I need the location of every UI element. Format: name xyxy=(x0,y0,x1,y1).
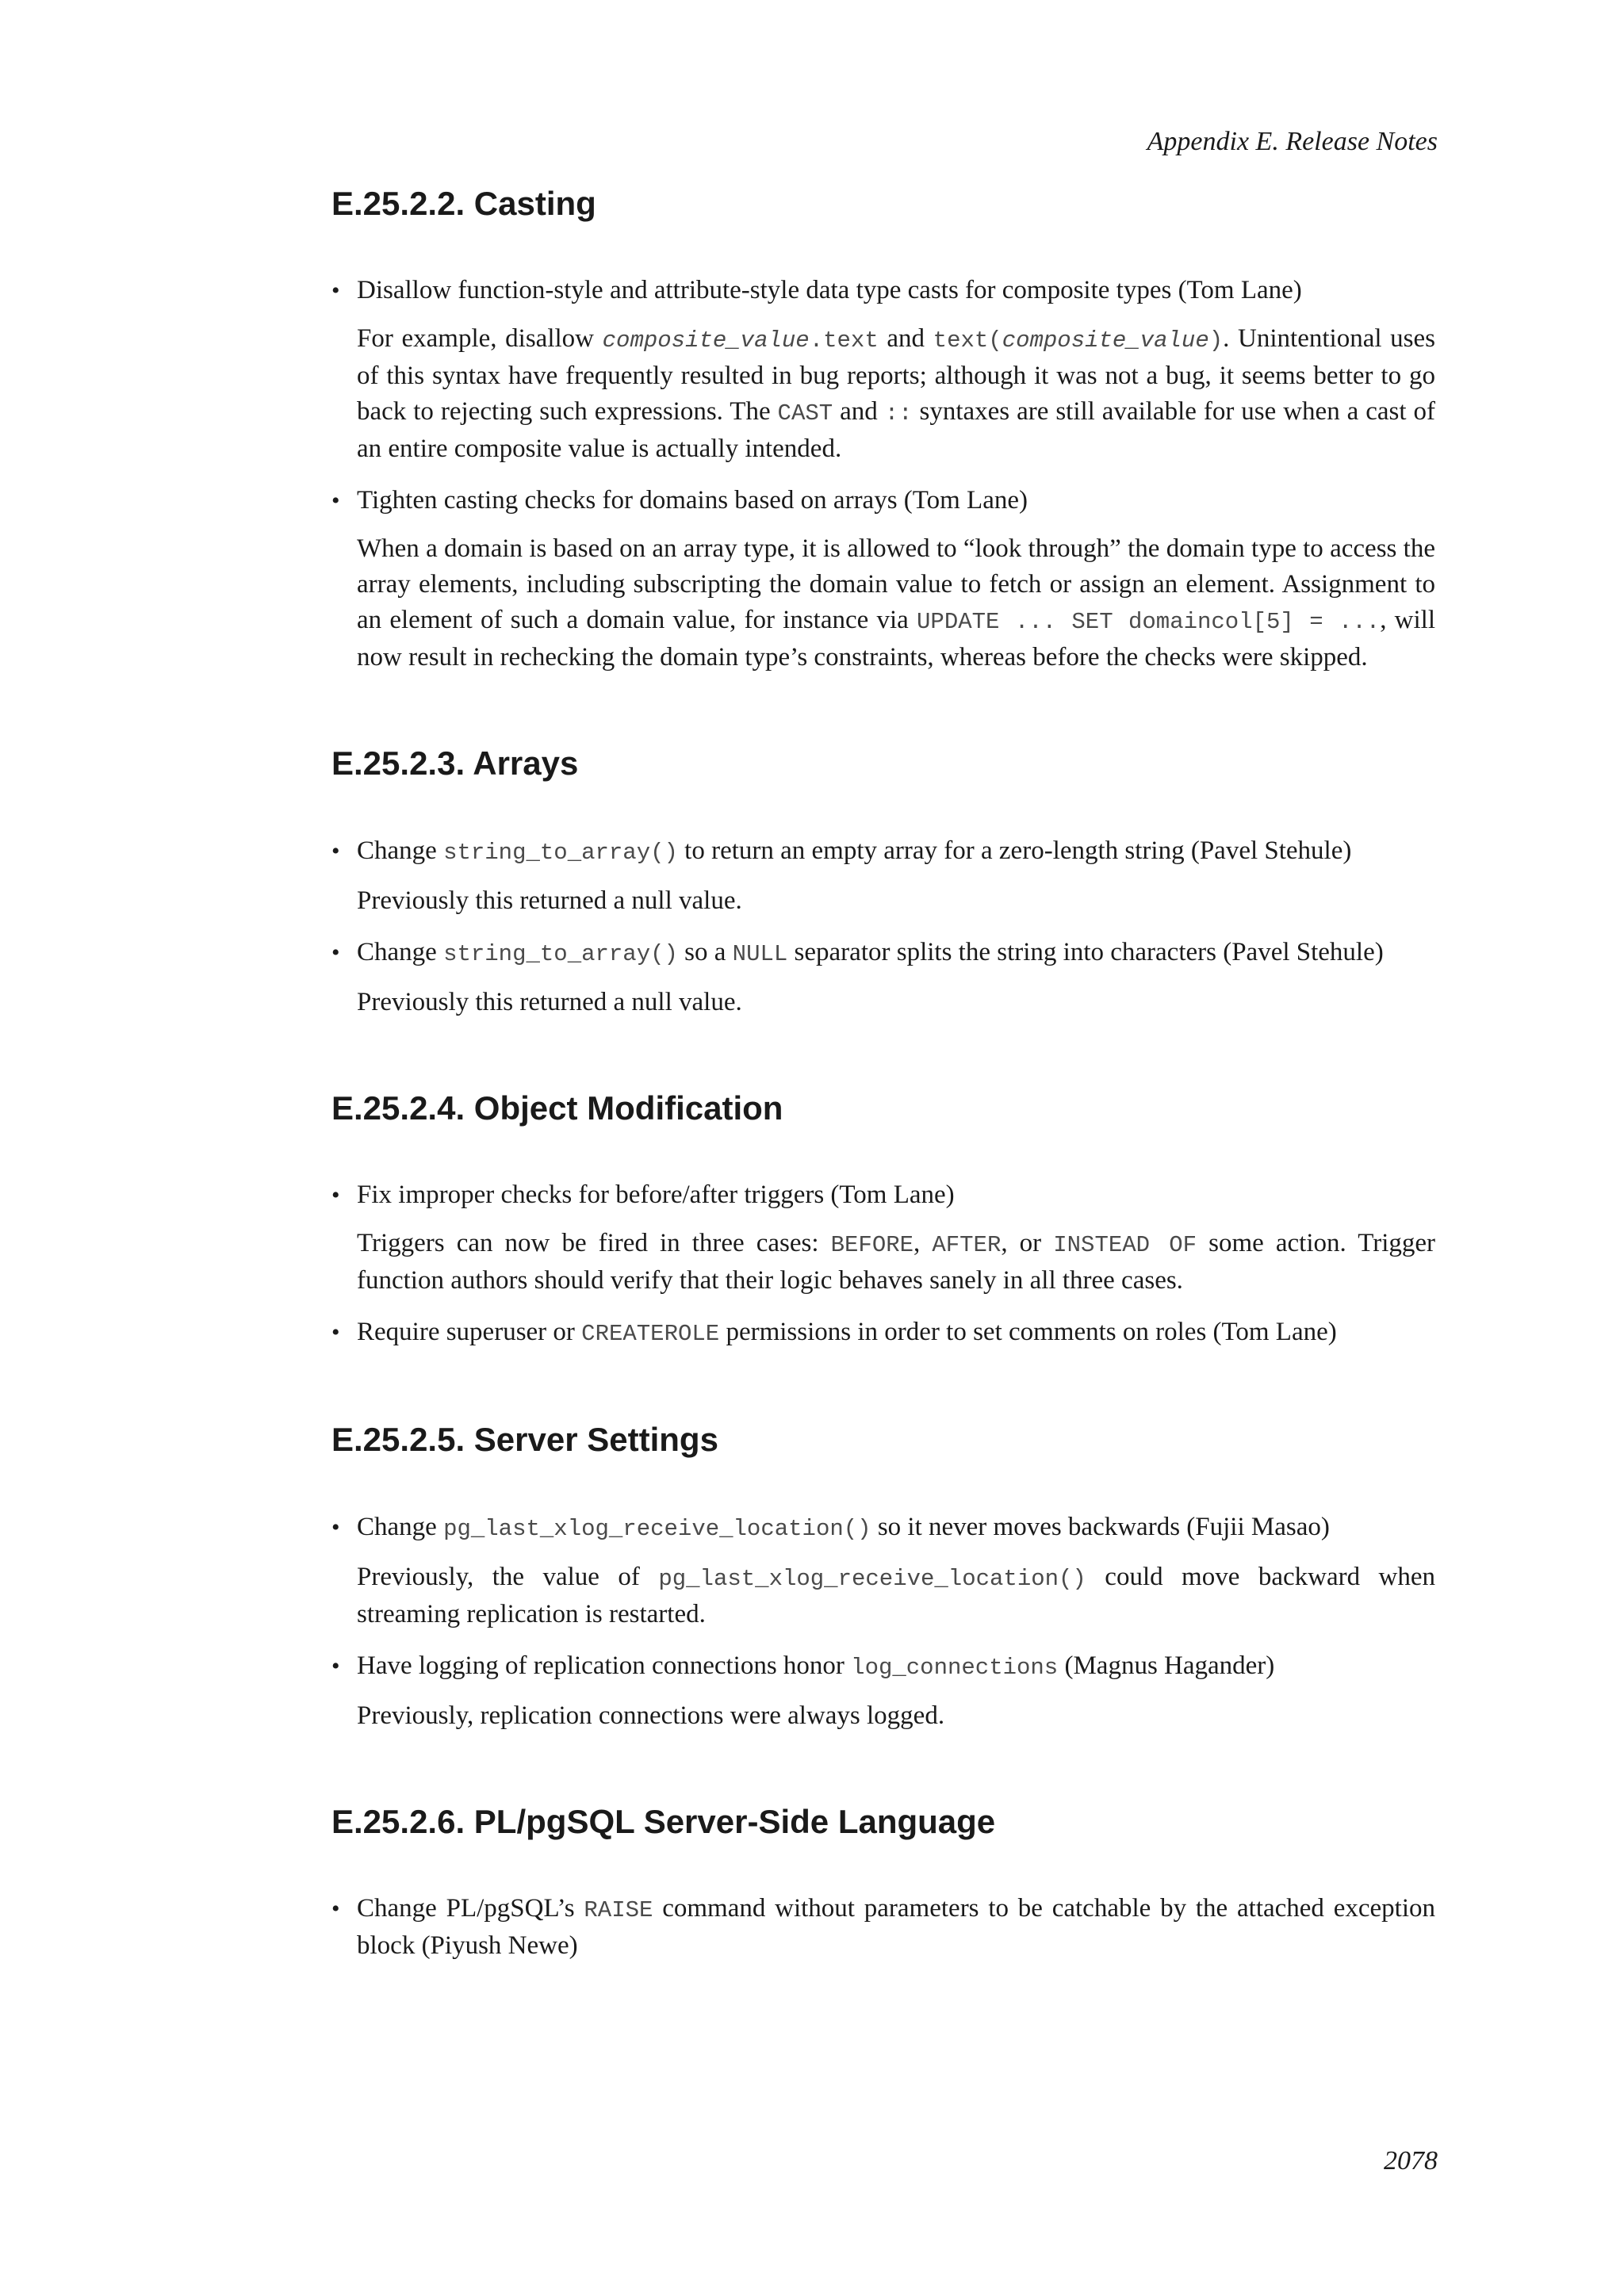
item-body: Triggers can now be fired in three cases: BEFORE, AFTER, or INSTEAD OF some action. Trigger function authors should verify that their logic behaves sanely in all three cases. xyxy=(357,1229,1435,1295)
item-title: Change string_to_array() to return an empty array for a zero-length string (Pavel Stehule) xyxy=(357,836,1352,866)
code-literal: NULL xyxy=(732,940,788,967)
item-body: When a domain is based on an array type, it is allowed to “look through” the domain type to access the array elements, including subscripting the domain value to fetch or assign an element. Assignment to an element of such a domain value, for instance via UPDATE ... SET domaincol[5] = ..., will now result in rechecking the domain type’s constraints, whereas before the checks were skipped. xyxy=(357,534,1435,672)
section-heading: E.25.2.3. Arrays xyxy=(331,744,579,783)
list-item xyxy=(331,1177,1435,1299)
section-server-settings xyxy=(331,1420,1435,1733)
bullet-icon: • xyxy=(331,1652,340,1679)
item-title: Change pg_last_xlog_receive_location() so it never moves backwards (Fujii Masao) xyxy=(357,1512,1330,1542)
bullet-icon: • xyxy=(331,277,340,304)
code-literal: RAISE xyxy=(584,1896,653,1923)
page-content xyxy=(331,184,1435,2032)
list-item xyxy=(331,273,1435,467)
code-literal: composite_value xyxy=(602,327,810,354)
item-body: Previously, the value of pg_last_xlog_receive_location() could move backward when streaming replication is restarted. xyxy=(357,1562,1436,1628)
code-literal: UPDATE ... SET domaincol[5] = ... xyxy=(917,609,1381,636)
code-literal: ) xyxy=(1208,327,1224,354)
section-heading: E.25.2.4. Object Modification xyxy=(331,1089,783,1127)
code-literal: composite_value xyxy=(1002,327,1209,354)
code-literal: string_to_array() xyxy=(443,940,678,967)
list-item xyxy=(331,1314,1435,1352)
item-title: Disallow function-style and attribute-style data type casts for composite types (Tom Lane) xyxy=(357,276,1302,305)
list-item xyxy=(331,833,1435,919)
item-title: Tighten casting checks for domains based on arrays (Tom Lane) xyxy=(357,486,1028,515)
list-item xyxy=(331,1891,1435,1964)
item-title: Have logging of replication connections honor log_connections (Magnus Hagander) xyxy=(357,1651,1275,1681)
bullet-icon: • xyxy=(331,837,340,864)
code-literal: pg_last_xlog_receive_location() xyxy=(658,1565,1086,1592)
list-item xyxy=(331,1648,1435,1734)
list-item xyxy=(331,1510,1435,1632)
item-body: Previously, replication connections were always logged. xyxy=(357,1701,945,1730)
bullet-icon: • xyxy=(331,1182,340,1209)
list-item xyxy=(331,935,1435,1020)
item-body: Previously this returned a null value. xyxy=(357,987,742,1016)
bullet-icon: • xyxy=(331,1895,340,1922)
section-casting xyxy=(331,184,1435,675)
bullet-icon: • xyxy=(331,1513,340,1540)
page-number: 2078 xyxy=(1384,2146,1438,2175)
code-literal: AFTER xyxy=(932,1232,1002,1259)
item-title: Change string_to_array() so a NULL separator splits the string into characters (Pavel Stehule) xyxy=(357,937,1384,967)
code-literal: .text xyxy=(809,327,879,354)
section-heading: E.25.2.6. PL/pgSQL Server-Side Language xyxy=(331,1802,996,1840)
section-plpgsql xyxy=(331,1802,1435,1964)
code-literal: CAST xyxy=(777,400,833,427)
bullet-icon: • xyxy=(331,939,340,966)
code-literal: text( xyxy=(933,327,1002,354)
list-item xyxy=(331,483,1435,675)
code-literal: :: xyxy=(884,400,913,427)
code-literal: CREATEROLE xyxy=(581,1321,720,1348)
section-arrays xyxy=(331,744,1435,1020)
bullet-icon: • xyxy=(331,488,340,515)
code-literal: INSTEAD OF xyxy=(1053,1232,1197,1259)
running-header: Appendix E. Release Notes xyxy=(1147,127,1438,156)
item-title: Require superuser or CREATEROLE permissions in order to set comments on roles (Tom Lane) xyxy=(357,1318,1337,1348)
bullet-icon: • xyxy=(331,1319,340,1346)
code-literal: BEFORE xyxy=(830,1232,914,1259)
item-body: Previously this returned a null value. xyxy=(357,886,742,915)
section-heading: E.25.2.2. Casting xyxy=(331,185,596,222)
section-heading: E.25.2.5. Server Settings xyxy=(331,1421,718,1459)
item-title: Change PL/pgSQL’s RAISE command without parameters to be catchable by the attached exception block (Piyush Newe) xyxy=(357,1893,1435,1960)
code-literal: string_to_array() xyxy=(443,839,678,866)
code-literal: log_connections xyxy=(851,1654,1059,1681)
section-object-modification xyxy=(331,1089,1435,1352)
code-literal: pg_last_xlog_receive_location() xyxy=(443,1515,871,1542)
item-body: For example, disallow composite_value.text and text(composite_value). Unintentional uses of this syntax have frequently resulted in bug reports; although it was not a bug, it seems better to go back to rejecting such expressions. The CAST and :: syntaxes are still available for use when a cast of an entire composite value is actually intended. xyxy=(357,324,1435,464)
item-title: Fix improper checks for before/after triggers (Tom Lane) xyxy=(357,1181,955,1210)
